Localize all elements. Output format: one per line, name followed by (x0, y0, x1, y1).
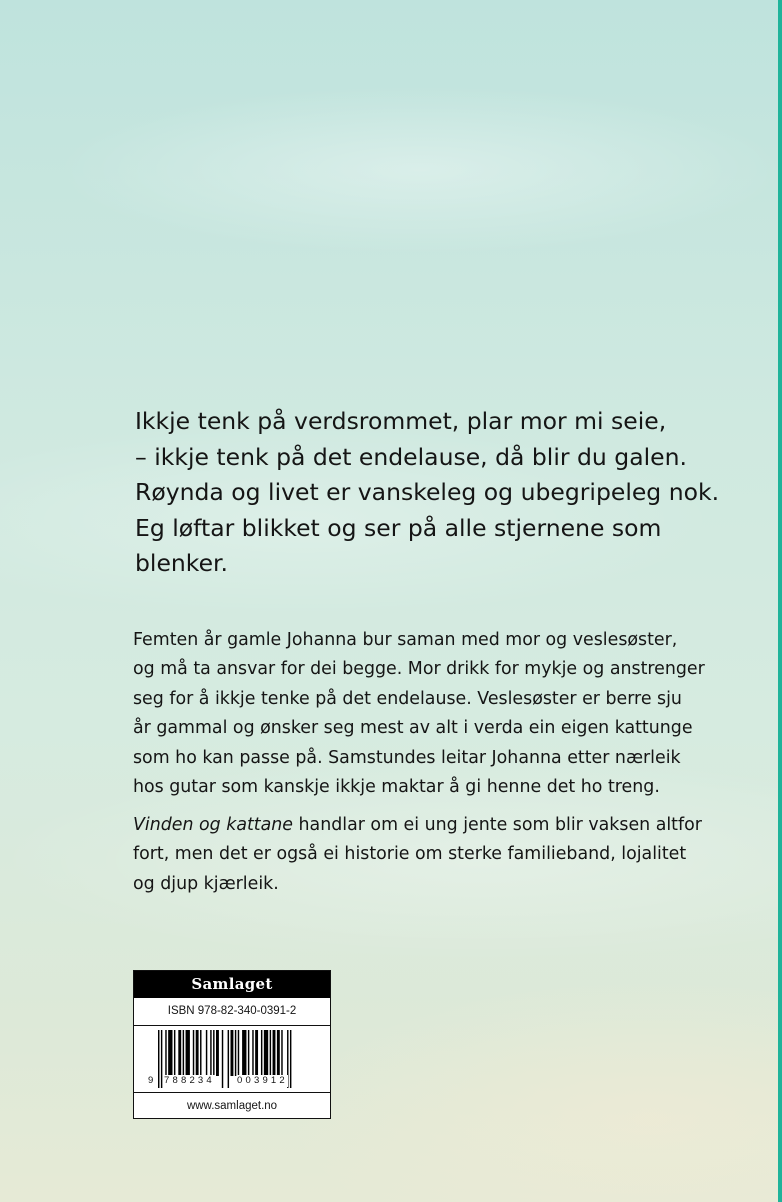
blurb-line: og må ta ansvar for dei begge. Mor drikk for mykje og anstrenger (133, 659, 705, 680)
blurb-line: fort, men det er også ei historie om sterke familieband, lojalitet (133, 844, 687, 865)
blurb-line: seg for å ikkje tenke på det endelause. Veslesøster er berre sju (133, 688, 682, 709)
quote-line: blenker. (135, 549, 229, 577)
barcode-bar-8 (193, 1030, 194, 1076)
barcode-bar-28 (277, 1030, 280, 1076)
blurb-line: og djup kjærleik. (133, 873, 279, 894)
blurb-line (133, 811, 733, 840)
barcode-bar-24 (261, 1030, 262, 1076)
publisher-logo: Samlaget (134, 971, 330, 998)
barcode-bar-20 (242, 1030, 246, 1076)
barcode-bar-3 (168, 1030, 172, 1076)
barcode-bar-27 (273, 1030, 276, 1076)
barcode (134, 1026, 330, 1092)
barcode-bar-25 (264, 1030, 268, 1076)
barcode-digits (134, 1075, 330, 1091)
quote-line: – ikkje tenk på det endelause, då blir du galen. (135, 442, 687, 471)
barcode-bar-22 (252, 1030, 253, 1076)
barcode-bar-14 (216, 1030, 219, 1076)
barcode-bar-23 (255, 1030, 258, 1076)
barcode-digit-group-1: 788234 (164, 1075, 215, 1086)
barcode-bar-21 (248, 1030, 249, 1076)
barcode-bar-5 (178, 1030, 181, 1076)
barcode-bar-7 (186, 1030, 190, 1076)
barcode-bar-26 (270, 1030, 271, 1076)
barcode-bar-2 (165, 1030, 166, 1076)
intro-quote (135, 404, 735, 582)
blurb-paragraph-1 (133, 626, 733, 802)
barcode-bar-13 (213, 1030, 214, 1076)
blurb-line: hos gutar som kanskje ikkje maktar å gi henne det ho treng. (133, 777, 660, 798)
barcode-digit-first: 9 (148, 1075, 154, 1086)
quote-line: Eg løftar blikket og ser på alle stjernene som (135, 513, 662, 542)
book-title: Vinden og kattane (133, 815, 293, 835)
barcode-bar-29 (281, 1030, 282, 1076)
quote-line: Røynda og livet er vanskeleg og ubegripeleg nok. (135, 478, 720, 506)
barcode-bar-4 (174, 1030, 175, 1076)
barcode-box (133, 970, 331, 1119)
barcode-bar-18 (235, 1030, 236, 1076)
barcode-bar-17 (231, 1030, 234, 1076)
isbn-label: ISBN 978-82-340-0391-2 (134, 998, 330, 1026)
barcode-bar-19 (238, 1030, 239, 1076)
blurb-line: Femten år gamle Johanna bur saman med mor og veslesøster, (133, 630, 678, 650)
blurb-paragraph-2 (133, 811, 733, 899)
publisher-website: www.samlaget.no (134, 1092, 330, 1120)
barcode-bar-6 (183, 1030, 184, 1076)
spine-edge-stripe (778, 0, 782, 1202)
barcode-bar-12 (210, 1030, 211, 1076)
barcode-bar-9 (196, 1030, 199, 1076)
blurb-line: som ho kan passe på. Samstundes leitar Johanna etter nærleik (133, 747, 681, 768)
blurb-line-rest: handlar om ei ung jente som blir vaksen altfor (293, 815, 702, 835)
barcode-bar-11 (206, 1030, 207, 1076)
quote-line: Ikkje tenk på verdsrommet, plar mor mi seie, (135, 407, 667, 435)
blurb-line: år gammal og ønsker seg mest av alt i verda ein eigen kattunge (133, 718, 693, 739)
barcode-digit-group-2: 003912 (237, 1075, 288, 1086)
barcode-bar-10 (200, 1030, 201, 1076)
